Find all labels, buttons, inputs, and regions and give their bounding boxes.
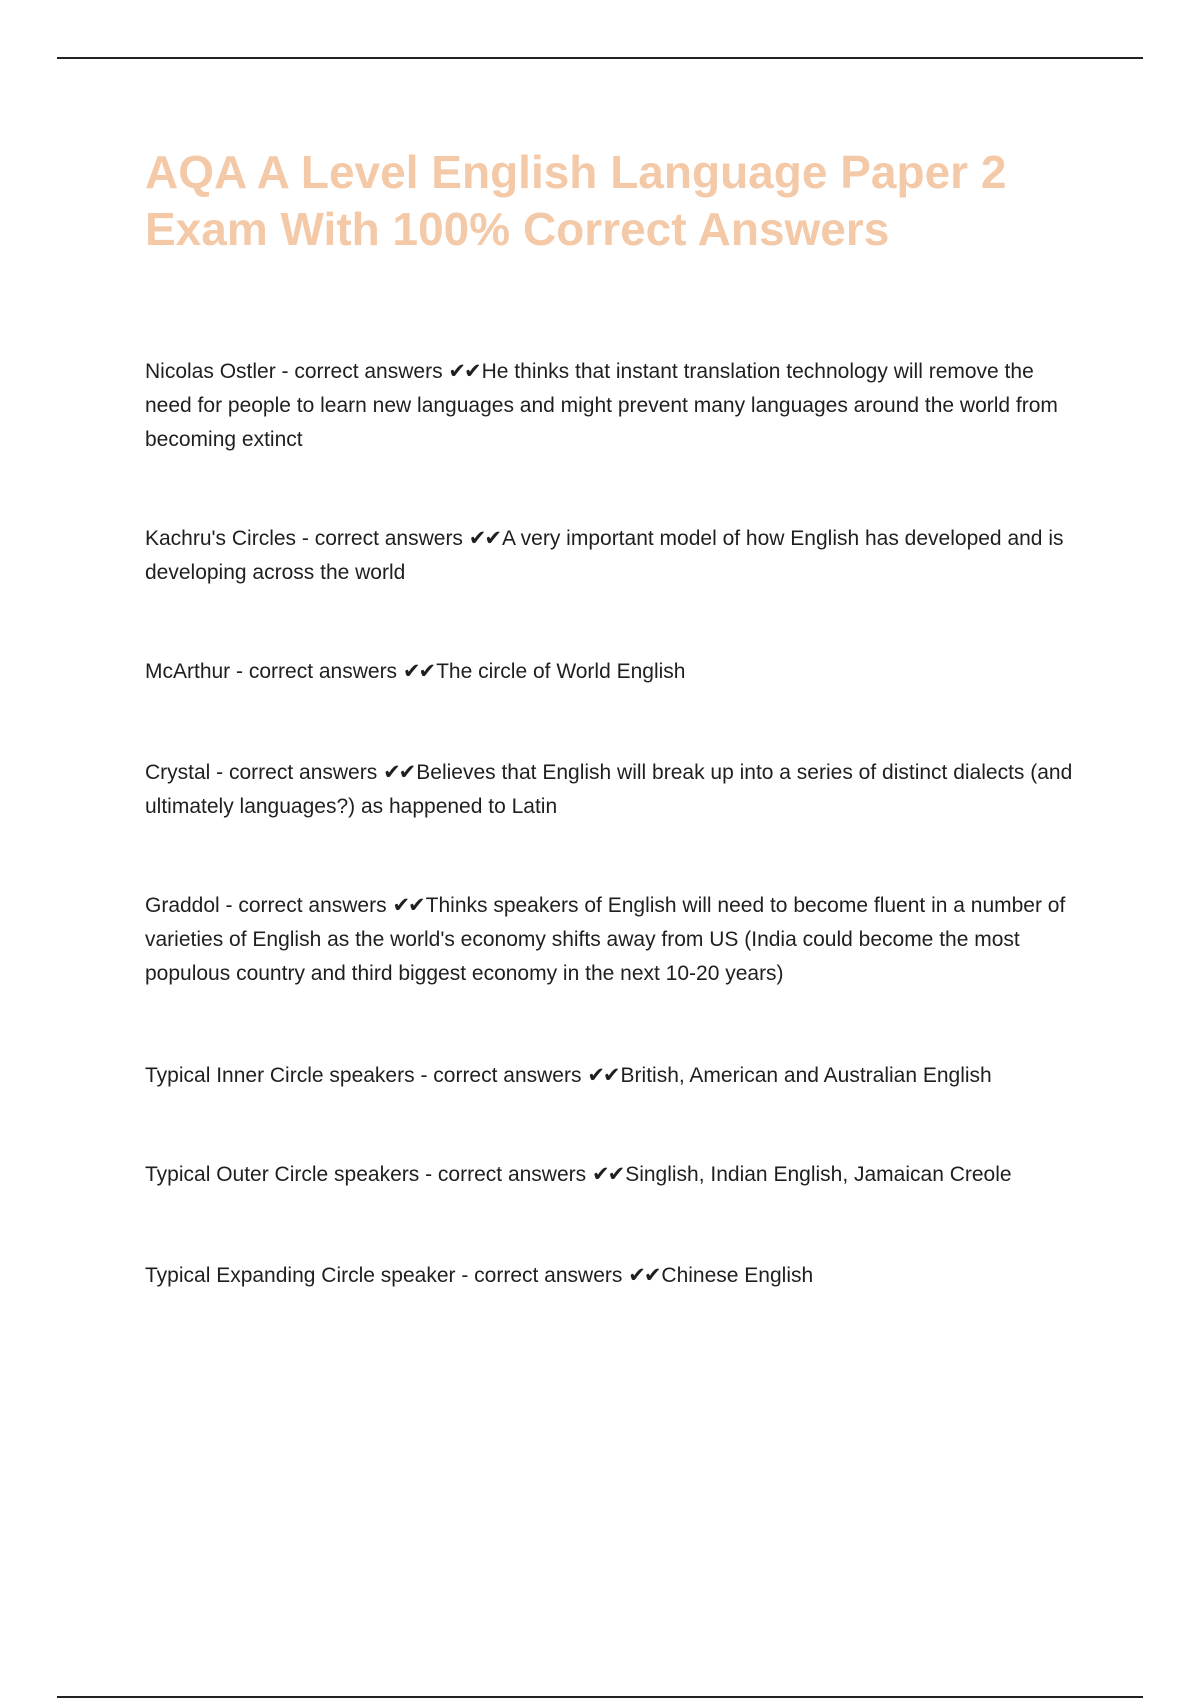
check-mark-icon: ✔✔ (628, 1264, 660, 1287)
qa-term: Typical Inner Circle speakers (145, 1064, 415, 1087)
top-rule (57, 57, 1143, 59)
qa-separator: - correct answers (275, 360, 449, 383)
qa-separator: - correct answers (414, 1064, 588, 1087)
check-mark-icon: ✔✔ (468, 527, 500, 550)
bottom-rule (57, 1696, 1143, 1698)
qa-term: Typical Outer Circle speakers (145, 1163, 420, 1186)
qa-separator: - correct answers (296, 527, 469, 550)
qa-term: Typical Expanding Circle speaker (145, 1264, 456, 1287)
qa-item-nicolas-ostler (145, 355, 1080, 457)
qa-answer: British, American and Australian English (620, 1064, 992, 1087)
qa-item-kachrus-circles (145, 522, 1080, 590)
qa-answer: He thinks that instant translation technology will remove the need for people to learn new languages and might prevent many languages around the world from becoming extinct (145, 360, 1058, 451)
qa-separator: - correct answers (455, 1264, 629, 1287)
qa-term: Kachru's Circles (145, 527, 297, 550)
qa-separator: - correct answers (210, 761, 384, 784)
qa-item-graddol (145, 889, 1080, 991)
check-mark-icon: ✔✔ (587, 1064, 619, 1087)
qa-answer: The circle of World English (436, 660, 686, 683)
qa-term: Graddol (145, 894, 220, 917)
qa-item-outer-circle (145, 1158, 1080, 1192)
check-mark-icon: ✔✔ (392, 894, 424, 917)
qa-item-expanding-circle (145, 1259, 1080, 1293)
qa-separator: - correct answers (419, 1163, 592, 1186)
document-title: AQA A Level English Language Paper 2 Exam With 100% Correct Answers (145, 146, 1007, 255)
qa-item-inner-circle (145, 1059, 1080, 1093)
qa-answer: A very important model of how English has developed and is developing across the world (145, 527, 1064, 584)
check-mark-icon: ✔✔ (591, 1163, 624, 1186)
qa-term: McArthur (145, 660, 231, 683)
qa-separator: - correct answers (219, 894, 393, 917)
qa-answer: Singlish, Indian English, Jamaican Creole (625, 1163, 1012, 1186)
qa-answer: Chinese English (661, 1264, 814, 1287)
check-mark-icon: ✔✔ (448, 360, 480, 383)
qa-term: Crystal (145, 761, 211, 784)
check-mark-icon: ✔✔ (383, 761, 415, 784)
qa-separator: - correct answers (230, 660, 403, 683)
check-mark-icon: ✔✔ (402, 660, 435, 683)
qa-item-mcarthur (145, 655, 1080, 689)
qa-answer: Believes that English will break up into a series of distinct dialects (and ultimately languages?) as happened to Latin (145, 761, 1073, 818)
qa-item-crystal (145, 756, 1080, 824)
qa-term: Nicolas Ostler (145, 360, 276, 383)
qa-answer: Thinks speakers of English will need to become fluent in a number of varieties of English as the world's economy shifts away from US (India could become the most populous country and third biggest economy in the next 10-20 years) (145, 894, 1066, 985)
